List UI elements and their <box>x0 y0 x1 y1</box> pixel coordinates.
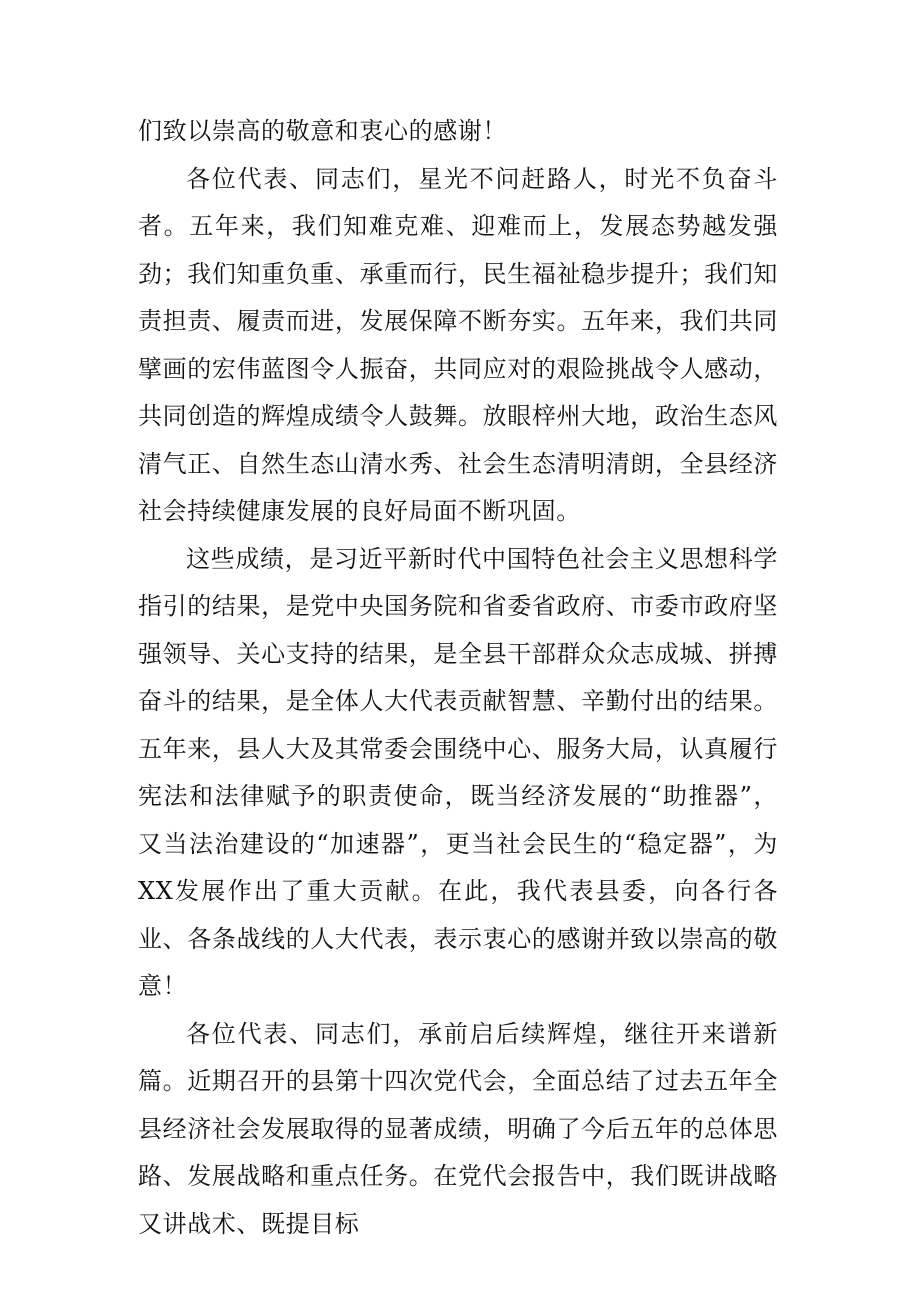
paragraph-achievements: 各位代表、同志们，星光不问赶路人，时光不负奋斗者。五年来，我们知难克难、迎难而上，发展态势越发强劲；我们知重负重、承重而行，民生福祉稳步提升；我们知责担责、履责而进，发展保障不断夯实。五年来，我们共同擘画的宏伟蓝图令人振奋，共同应对的艰险挑战令人感动，共同创造的辉煌成绩令人鼓舞。放眼梓州大地，政治生态风清气正、自然生态山清水秀、社会生态清明清朗，全县经济社会持续健康发展的良好局面不断巩固。 <box>138 164 778 525</box>
paragraph-continuation: 们致以崇高的敬意和衷心的感谢！ <box>138 117 507 145</box>
paragraph-party-congress: 各位代表、同志们，承前启后续辉煌，继往开来谱新篇。近期召开的县第十四次党代会，全面总结了过去五年全县经济社会发展取得的显著成绩，明确了今后五年的总体思路、发展战略和重点任务。在党代会报告中，我们既讲战略又讲战术、既提目标 <box>138 1019 778 1238</box>
document-body <box>138 108 778 1248</box>
paragraph-acknowledgement: 这些成绩，是习近平新时代中国特色社会主义思想科学指引的结果，是党中央国务院和省委省政府、市委市政府坚强领导、关心支持的结果，是全县干部群众众志成城、拼搏奋斗的结果，是全体人大代表贡献智慧、辛勤付出的结果。五年来，县人大及其常委会围绕中心、服务大局，认真履行宪法和法律赋予的职责使命，既当经济发展的“助推器”，又当法治建设的“加速器”，更当社会民生的“稳定器”，为XX发展作出了重大贡献。在此，我代表县委，向各行各业、各条战线的人大代表，表示衷心的感谢并致以崇高的敬意！ <box>138 544 778 1000</box>
